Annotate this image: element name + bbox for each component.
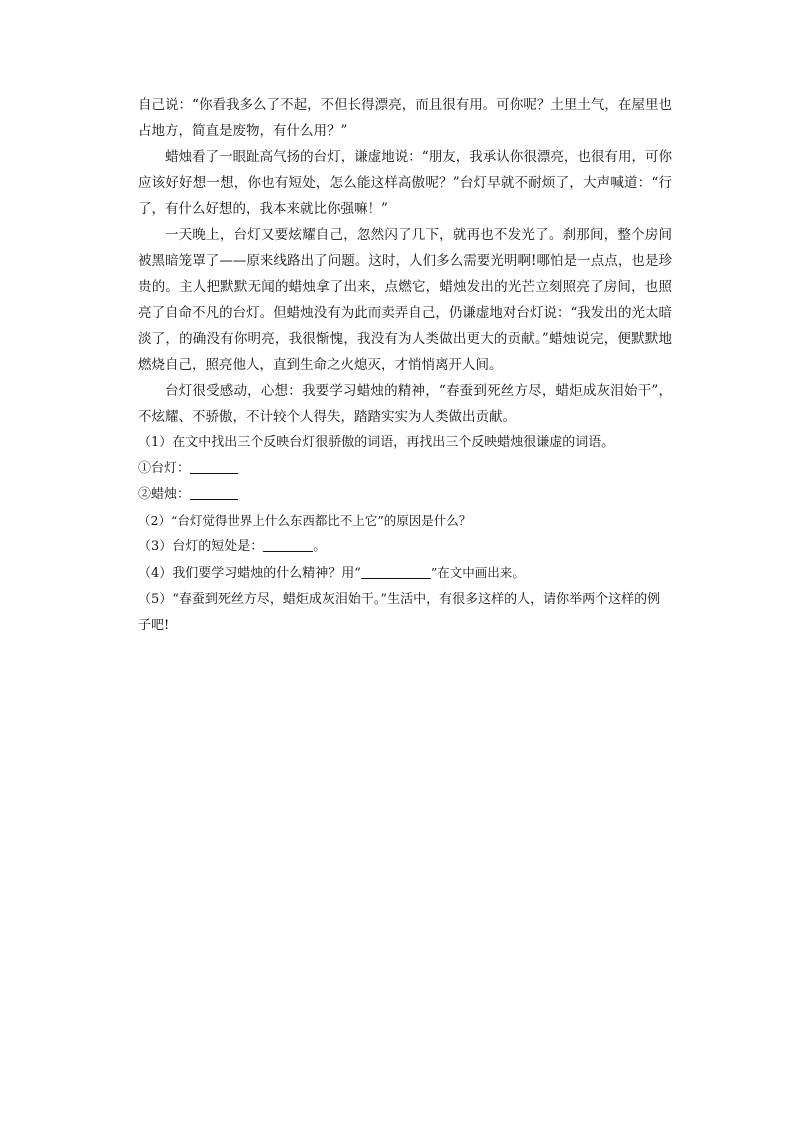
question-3-prefix: （3）台灯的短处是： bbox=[138, 539, 264, 554]
question-1: （1）在文中找出三个反映台灯很骄傲的词语，再找出三个反映蜡烛很谦虚的词语。 bbox=[138, 435, 615, 450]
question-4-prefix: （4）我们要学习蜡烛的什么精神？用“ bbox=[138, 566, 361, 581]
question-1-lamp-label: ①台灯： bbox=[138, 461, 191, 476]
answer-blank-candle[interactable] bbox=[190, 485, 238, 500]
question-4-suffix: ”在文中画出来。 bbox=[430, 565, 525, 580]
question-2: （2）“台灯觉得世界上什么东西都比不上它”的原因是什么？ bbox=[138, 513, 472, 528]
document-body bbox=[138, 92, 672, 639]
question-5: （5）“春蚕到死丝方尽，蜡炬成灰泪始干。”生活中，有很多这样的人，请你举两个这样的例子吧! bbox=[138, 592, 661, 633]
question-3-suffix: 。 bbox=[313, 539, 327, 554]
question-4 bbox=[138, 560, 672, 587]
answer-blank-underline-sample bbox=[361, 564, 431, 579]
passage-paragraph-4: 台灯很受感动，心想：我要学习蜡烛的精神，“春蚕到死丝方尽，蜡炬成灰泪始干”，不炫耀、不骄傲，不计较个人得失，踏踏实实为人类做出贡献。 bbox=[138, 383, 672, 425]
passage-paragraph-1: 自己说：“你看我多么了不起，不但长得漂亮，而且很有用。可你呢？土里土气，在屋里也占地方，简直是废物，有什么用？” bbox=[138, 97, 672, 139]
passage-paragraph-2: 蜡烛看了一眼趾高气扬的台灯，谦虚地说：“朋友，我承认你很漂亮，也很有用，可你应该好好想一想，你也有短处，怎么能这样高傲呢？”台灯早就不耐烦了，大声喊道：“行了，有什么好想的，我本来就比你强嘛！” bbox=[138, 149, 672, 217]
question-1-lamp-line bbox=[138, 456, 672, 482]
question-1-candle-line bbox=[138, 482, 672, 508]
answer-blank-lamp[interactable] bbox=[190, 459, 238, 474]
answer-blank-shortcoming[interactable] bbox=[263, 537, 313, 552]
question-1-candle-label: ②蜡烛： bbox=[138, 487, 191, 502]
question-3 bbox=[138, 534, 672, 560]
passage-paragraph-3: 一天晚上，台灯又要炫耀自己，忽然闪了几下，就再也不发光了。刹那间，整个房间被黑暗笼罩了——原来线路出了问题。这时，人们多么需要光明啊!哪怕是一点点，也是珍贵的。主人把默默无闻的蜡烛拿了出来，点燃它，蜡烛发出的光芒立刻照亮了房间，也照亮了自命不凡的台灯。但蜡烛没有为此而卖弄自己，仍谦虚地对台灯说：“我发出的光太暗淡了，的确没有你明亮，我很惭愧，我没有为人类做出更大的贡献。”蜡烛说完，便默默地燃烧自己，照亮他人，直到生命之火熄灭，才悄悄离开人间。 bbox=[138, 227, 672, 373]
